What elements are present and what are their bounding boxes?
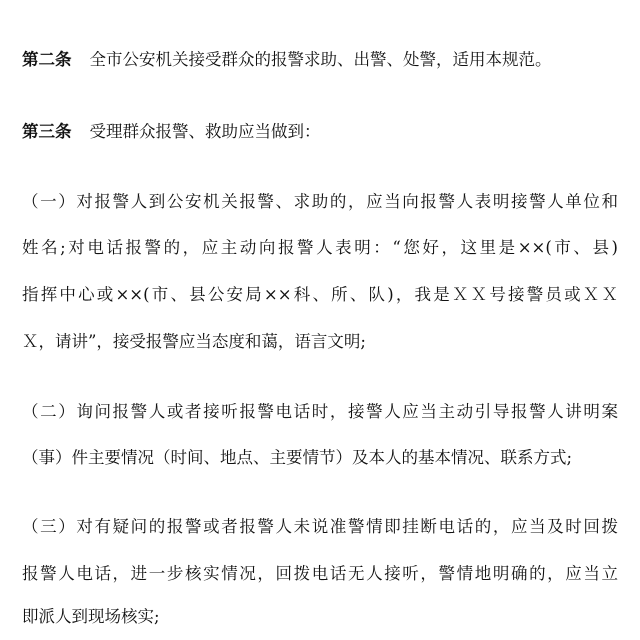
item-3-line-1: （三）对有疑问的报警或者报警人未说准警情即挂断电话的，应当及时回拨 [22, 517, 618, 536]
article-3-text: 受理群众报警、救助应当做到： [89, 122, 321, 141]
item-2-line-1: （二）询问报警人或者接听报警电话时，接警人应当主动引导报警人讲明案 [22, 402, 618, 421]
item-3-line-3: 即派人到现场核实; [22, 607, 160, 626]
item-2-line-2: （事）件主要情况（时间、地点、主要情节）及本人的基本情况、联系方式; [22, 448, 573, 467]
article-3-label: 第三条 [22, 122, 72, 141]
item-1-line-1: （一）对报警人到公安机关报警、求助的，应当向报警人表明接警人单位和 [22, 192, 618, 211]
article-2-text: 全市公安机关接受群众的报警求助、出警、处警，适用本规范。 [89, 50, 552, 69]
item-1-line-3: 指挥中心或××(市、县公安局××科、所、队)，我是ＸＸ号接警员或ＸＸ [22, 285, 618, 304]
item-1-line-4: Ｘ，请讲”，接受报警应当态度和蔼，语言文明; [22, 332, 366, 351]
item-3-line-2: 报警人电话，进一步核实情况，回拨电话无人接听，警情地明确的，应当立 [22, 564, 618, 583]
article-3-paragraph [22, 121, 321, 143]
article-2-label: 第二条 [22, 50, 72, 69]
article-2-paragraph [22, 49, 552, 71]
item-1-line-2: 姓名;对电话报警的，应主动向报警人表明：“您好，这里是××(市、县) [22, 238, 618, 257]
